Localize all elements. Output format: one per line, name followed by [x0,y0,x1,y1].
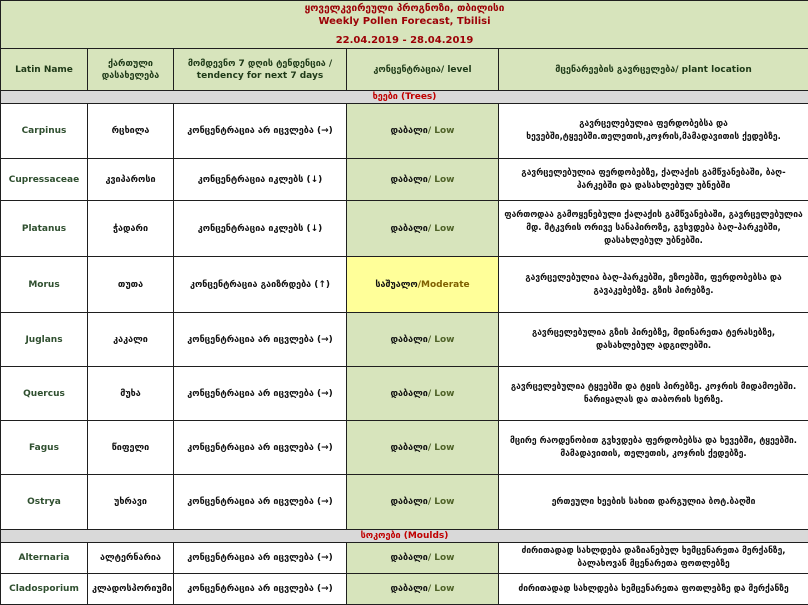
plant-location: გავრცელებულია ტყეებში და ტყის პირებზე. კოჯრის მიდამოებში. ნარიყალას და თაბორის სერზე. [499,367,808,421]
tendency: კონცენტრაცია იკლებს (↓) [174,201,347,257]
georgian-name: კვიპაროსი [88,159,174,201]
level [347,543,499,574]
georgian-name: ალტერნარია [88,543,174,574]
level-eng: / Low [428,175,455,185]
level-eng: / Low [428,443,455,453]
latin-name: Platanus [1,201,88,257]
table-row [1,421,808,475]
table-row [1,257,808,313]
table-row [1,104,808,159]
level-eng: / Low [428,584,455,594]
latin-name: Juglans [1,313,88,367]
georgian-name: კაკალი [88,313,174,367]
level-eng: / Low [428,497,455,507]
header-tendency: მომდევნო 7 დღის ტენდენცია / tendency for next 7 days [174,49,347,91]
level [347,367,499,421]
plant-location: ძირითადად სახლდება ხემცენარეთა ფოთლებზე და მერქანზე [499,574,808,605]
plant-location: გავრცელებულია გზის პირებზე, მდინარეთა ტერასებზე, დასახლებულ ადგილებში. [499,313,808,367]
plant-location: გავრცელებულია ფერდობებსა და ხევებში,ტყეებში.თელეთის,კოჯრის,მამადავითის ქედებზე. [499,104,808,159]
level-geo: საშუალო [375,280,417,290]
georgian-name: ჭადარი [88,201,174,257]
tendency: კონცენტრაცია არ იცვლება (→) [174,543,347,574]
tendency: კონცენტრაცია არ იცვლება (→) [174,313,347,367]
level-geo: დაბალი [391,553,428,563]
title-row [1,1,808,49]
level [347,475,499,530]
table-row [1,313,808,367]
plant-location: გავრცელებულია ფერდობებზე, ქალაქის გამწვანებაში, ბაღ-პარკებში და დასახლებულ უბნებში [499,159,808,201]
table-row [1,475,808,530]
level [347,574,499,605]
latin-name: Quercus [1,367,88,421]
level-geo: დაბალი [391,497,428,507]
title-cell [1,1,808,49]
level-eng: / Low [428,389,455,399]
level-geo: დაბალი [391,389,428,399]
georgian-name: მუხა [88,367,174,421]
title-geo: ყოველკვირეული პროგნოზი, თბილისი [5,2,804,15]
level-geo: დაბალი [391,335,428,345]
header-geo-name: ქართული დასახელება [88,49,174,91]
level [347,104,499,159]
level-eng: / Low [428,553,455,563]
level-eng: / Low [428,126,455,136]
level-geo: დაბალი [391,224,428,234]
latin-name: Cladosporium [1,574,88,605]
tree-rows [1,104,808,530]
header-level: კონცენტრაცია/ level [347,49,499,91]
level-geo: დაბალი [391,584,428,594]
section-moulds [1,530,808,543]
table-row [1,201,808,257]
table-row [1,543,808,574]
plant-location: ძირითადად სახლდება დაზიანებულ ხემცენარეთა მერქანზე, ბალახოვან მცენარეთა ფოთლებზე [499,543,808,574]
georgian-name: თუთა [88,257,174,313]
plant-location: ფართოდაა გამოყენებული ქალაქის გამწვანებაში, გავრცელებულია მდ. მტკვრის ორივე სანაპიროზე, გვხვდება ბაღ-პარკებში, დასახლებულ უბნებში. [499,201,808,257]
tendency: კონცენტრაცია არ იცვლება (→) [174,367,347,421]
latin-name: Ostrya [1,475,88,530]
tendency: კონცენტრაცია იკლებს (↓) [174,159,347,201]
tendency: კონცენტრაცია გაიზრდება (↑) [174,257,347,313]
latin-name: Alternaria [1,543,88,574]
latin-name: Cupressaceae [1,159,88,201]
level [347,201,499,257]
date-range: 22.04.2019 - 28.04.2019 [5,34,804,47]
level [347,313,499,367]
level [347,159,499,201]
level-geo: დაბალი [391,126,428,136]
table-row [1,574,808,605]
latin-name: Fagus [1,421,88,475]
header-row [1,49,808,91]
table-row [1,367,808,421]
latin-name: Morus [1,257,88,313]
section-trees-label: ხეები (Trees) [1,91,808,104]
table-row [1,159,808,201]
georgian-name: წიფელი [88,421,174,475]
georgian-name: კლადოსპორიუმი [88,574,174,605]
georgian-name: უხრავი [88,475,174,530]
level [347,421,499,475]
level-eng: / Low [428,335,455,345]
georgian-name: რცხილა [88,104,174,159]
level-geo: დაბალი [391,175,428,185]
header-latin: Latin Name [1,49,88,91]
header-location: მცენარეების გავრცელება/ plant location [499,49,808,91]
plant-location: მცირე რაოდენობით გვხვდება ფერდობებსა და ხევებში, ტყეებში. მამადავითის, თელეთის, კოჯრის ქედებზე. [499,421,808,475]
tendency: კონცენტრაცია არ იცვლება (→) [174,421,347,475]
latin-name: Carpinus [1,104,88,159]
plant-location: გავრცელებულია ბაღ-პარკებში, ეზოებში, ფერდობებსა და გავაკებებზე. გზის პირებზე. [499,257,808,313]
level-geo: დაბალი [391,443,428,453]
mould-rows [1,543,808,605]
tendency: კონცენტრაცია არ იცვლება (→) [174,475,347,530]
section-moulds-label: სოკოები (Moulds) [1,530,808,543]
tendency: კონცენტრაცია არ იცვლება (→) [174,574,347,605]
title-eng: Weekly Pollen Forecast, Tbilisi [5,15,804,28]
level [347,257,499,313]
plant-location: ერთეული ხეების სახით დარგულია ბოტ.ბაღში [499,475,808,530]
level-eng: / Low [428,224,455,234]
tendency: კონცენტრაცია არ იცვლება (→) [174,104,347,159]
level-eng: /Moderate [418,280,470,290]
section-trees [1,91,808,104]
